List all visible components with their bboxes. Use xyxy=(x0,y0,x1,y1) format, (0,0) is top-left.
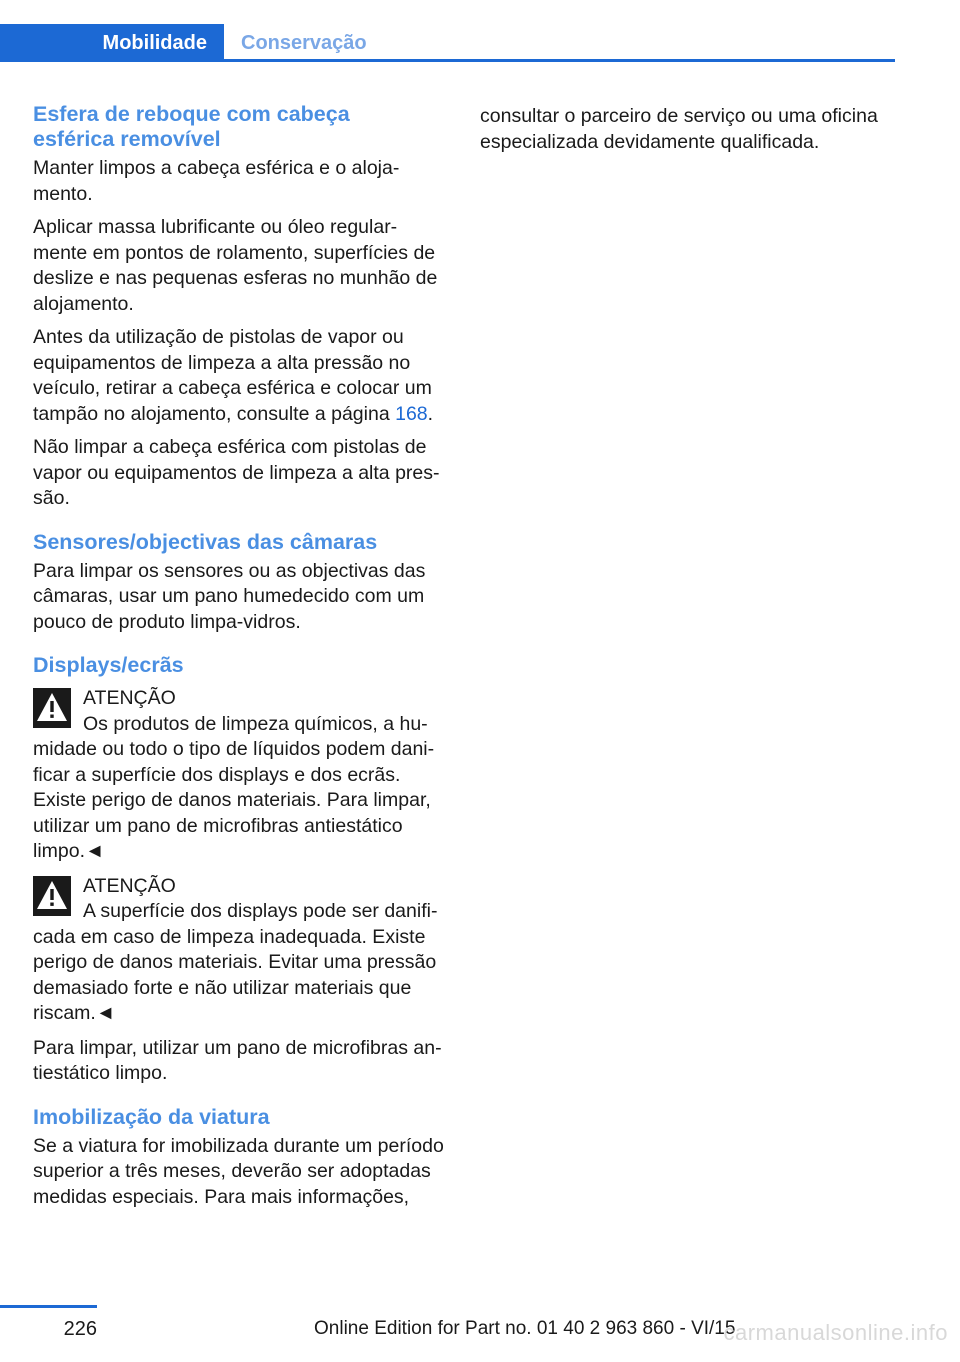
heading-towball-line2: esférica removível xyxy=(33,127,221,151)
storage-paragraph-1: Se a viatura for imobilizada durante um período superior a três meses, deverão ser adoptadas medidas especiais. Para mais informações, xyxy=(33,1134,444,1208)
page-link-168[interactable]: 168 xyxy=(395,402,428,425)
towball-paragraph-3-text: Antes da utilização de pistolas de vapor ou equipamentos de limpeza a alta pressão no veículo, retirar a cabeça esférica e colocar um tampão no alojamento, consulte a página xyxy=(33,326,432,425)
section-storage xyxy=(33,1105,451,1211)
section-sensors xyxy=(33,530,451,636)
tab-conservacao[interactable]: Conservação xyxy=(241,32,367,54)
sensors-paragraph-1: Para limpar os sensores ou as objectivas das câmaras, usar um pano humedecido com um pouco de produto limpa-vidros. xyxy=(33,559,426,633)
warning-block-2 xyxy=(33,874,451,1027)
heading-sensors: Sensores/objectivas das câmaras xyxy=(33,529,378,554)
section-displays xyxy=(33,653,451,1087)
towball-paragraph-4: Não limpar a cabeça esférica com pistolas de vapor ou equipamentos de limpeza a alta pres-são. xyxy=(33,436,440,509)
warning-1-text: midade ou todo o tipo de líquidos podem dani-ficar a superfície dos displays e dos ecrãs. Existe perigo de danos materiais. Para limpar, utilizar um pano de microfibras antiestático limpo.◄ xyxy=(33,738,435,862)
warning-2-line1: A superfície dos displays pode ser danifi- xyxy=(83,900,438,922)
footer-accent-line xyxy=(0,1305,97,1308)
warning-2-title: ATENÇÃO xyxy=(83,874,176,897)
heading-towball xyxy=(33,102,451,152)
towball-paragraph-3-end: . xyxy=(427,402,434,425)
heading-displays: Displays/ecrãs xyxy=(33,653,184,677)
towball-paragraph-2: Aplicar massa lubrificante ou óleo regular-mente em pontos de rolamento, superfícies de deslize e nas pequenas esferas no munhão de alojamento. xyxy=(33,216,438,315)
towball-paragraph-3 xyxy=(33,325,451,427)
heading-towball-line1: Esfera de reboque com cabeça xyxy=(33,102,350,126)
heading-storage: Imobilização da viatura xyxy=(33,1104,270,1129)
warning-1-title: ATENÇÃO xyxy=(83,687,176,709)
header-tabs xyxy=(0,24,895,62)
watermark: carmanualsonline.info xyxy=(723,1320,948,1345)
warning-block-1 xyxy=(33,686,451,865)
displays-paragraph-1: Para limpar, utilizar um pano de microfibras an-tiestático limpo. xyxy=(33,1036,442,1084)
right-column xyxy=(480,104,898,163)
warning-1-line1: Os produtos de limpeza químicos, a hu- xyxy=(83,712,428,735)
storage-paragraph-continued: consultar o parceiro de serviço ou uma oficina especializada devidamente qualificada. xyxy=(480,105,878,153)
edition-footer: Online Edition for Part no. 01 40 2 963 860 - VI/15 xyxy=(314,1318,736,1339)
left-column xyxy=(33,102,451,1218)
page-number: 226 xyxy=(63,1318,97,1340)
tab-mobilidade[interactable]: Mobilidade xyxy=(0,24,224,62)
warning-triangle-icon xyxy=(33,688,71,728)
towball-paragraph-1: Manter limpos a cabeça esférica e o aloja-mento. xyxy=(33,157,400,205)
warning-2-text: cada em caso de limpeza inadequada. Existe perigo de danos materiais. Evitar uma pressão demasiado forte e não utilizar materiais que riscam.◄ xyxy=(33,925,437,1024)
warning-triangle-icon xyxy=(33,876,71,916)
